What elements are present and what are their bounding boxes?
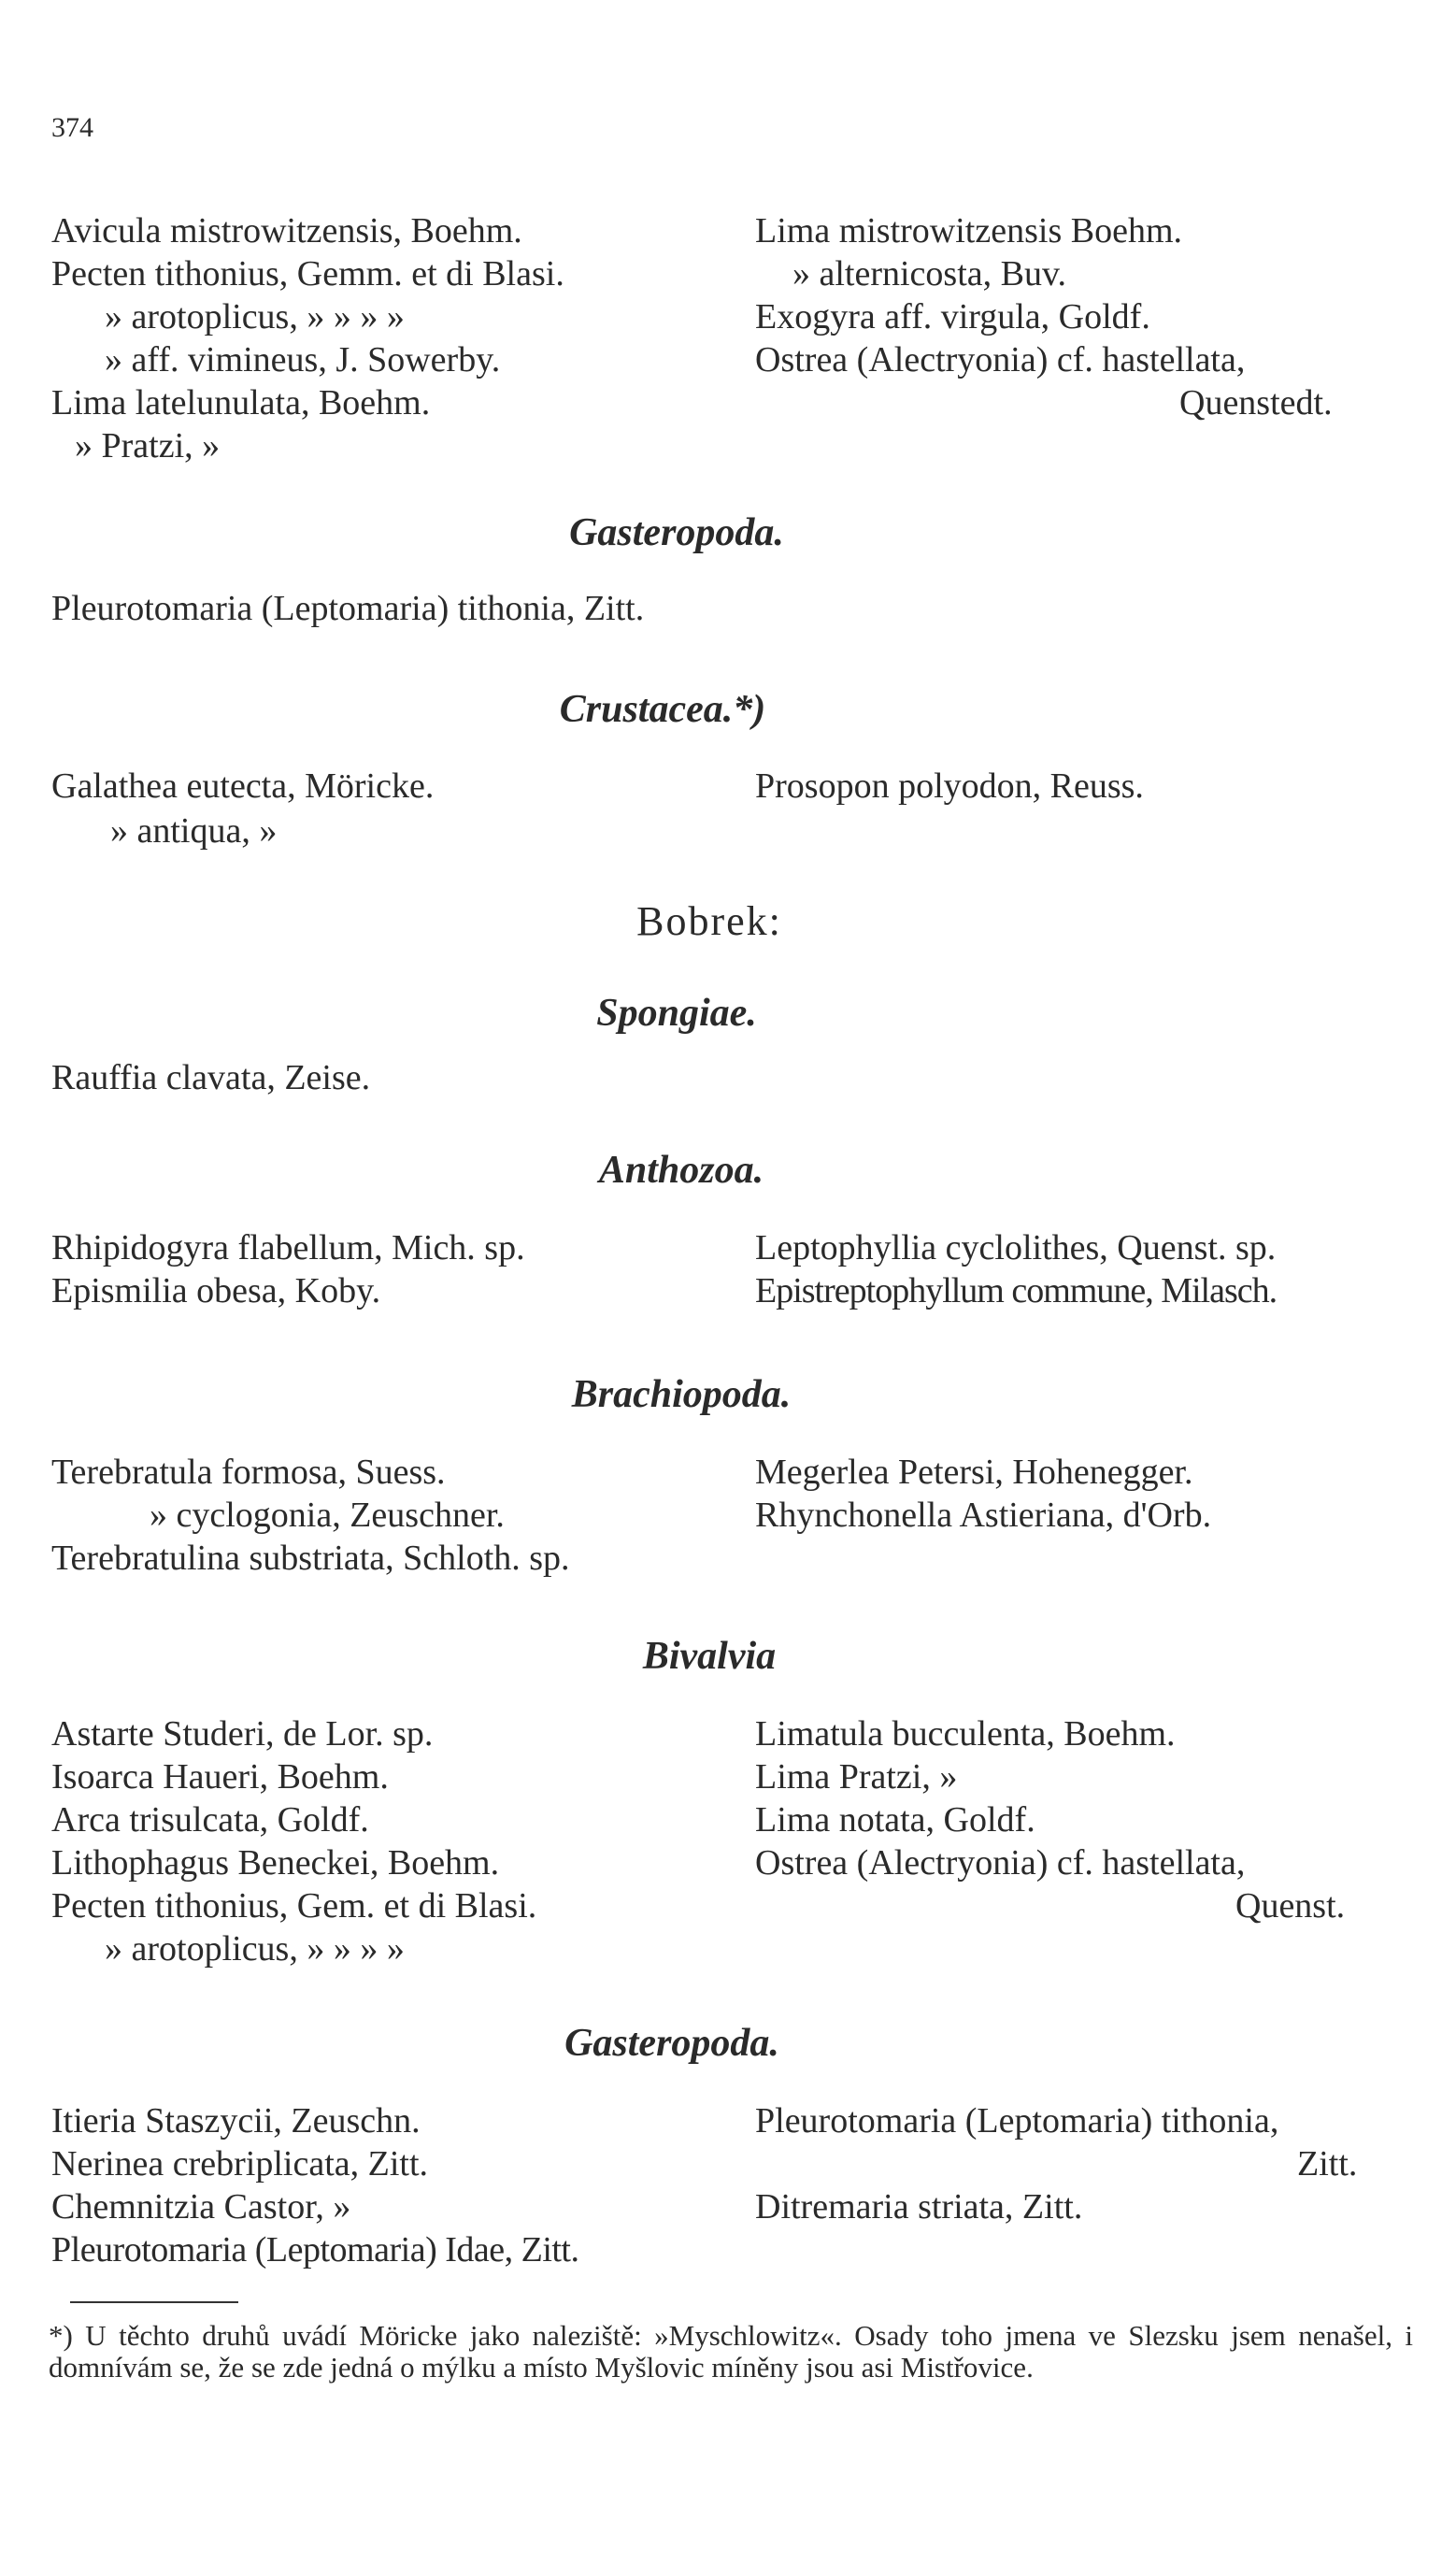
species-entry: Chemnitzia Castor, »: [51, 2187, 351, 2227]
species-entry: » cyclogonia, Zeuschner.: [150, 1496, 505, 1535]
section-heading: Gasteropoda.: [564, 2022, 779, 2065]
species-entry: Arca trisulcata, Goldf.: [51, 1800, 369, 1840]
section-heading: Bivalvia: [642, 1635, 777, 1678]
species-entry: » arotoplicus, » » » »: [105, 1929, 405, 1969]
species-entry: Lima mistrowitzensis Boehm.: [755, 211, 1183, 251]
species-entry: Pecten tithonius, Gemm. et di Blasi.: [51, 254, 564, 294]
species-entry: Pecten tithonius, Gem. et di Blasi.: [51, 1886, 537, 1926]
species-entry: » aff. vimineus, J. Sowerby.: [105, 340, 501, 379]
species-entry: Zitt.: [1297, 2144, 1358, 2184]
species-entry: Exogyra aff. virgula, Goldf.: [755, 297, 1150, 336]
species-entry: Ditremaria striata, Zitt.: [755, 2187, 1083, 2227]
species-entry: Leptophyllia cyclolithes, Quenst. sp.: [755, 1228, 1277, 1267]
species-entry: Lima latelunulata, Boehm.: [51, 383, 431, 422]
species-entry: Rhynchonella Astieriana, d'Orb.: [755, 1496, 1212, 1535]
species-entry: Galathea eutecta, Möricke.: [51, 766, 435, 806]
species-entry: Pleurotomaria (Leptomaria) tithonia,: [755, 2101, 1279, 2141]
footnote: *) U těchto druhů uvádí Möricke jako naleziště: »Myschlowitz«. Osady toho jmena ve Slezsku jsem nenašel, i domnívám se, že se zde jedná o mýlku a místo Myšlovic míněny jsou asi Mistřovice.: [49, 2319, 1413, 2384]
section-heading: Crustacea.*): [559, 688, 766, 731]
species-entry: Pleurotomaria (Leptomaria) Idae, Zitt.: [51, 2230, 579, 2269]
species-entry: Lima notata, Goldf.: [755, 1800, 1035, 1840]
location-heading: Bobrek:: [636, 898, 782, 944]
species-entry: » alternicosta, Buv.: [792, 254, 1067, 294]
species-entry: Terebratula formosa, Suess.: [51, 1453, 446, 1492]
species-entry: Ostrea (Alectryonia) cf. hastellata,: [755, 1843, 1246, 1883]
species-entry: Quenst.: [1235, 1886, 1346, 1926]
species-entry: Astarte Studeri, de Lor. sp.: [51, 1714, 434, 1754]
species-entry: Ostrea (Alectryonia) cf. hastellata,: [755, 340, 1246, 379]
species-entry: Megerlea Petersi, Hohenegger.: [755, 1453, 1193, 1492]
species-entry: Terebratulina substriata, Schloth. sp.: [51, 1539, 570, 1578]
species-entry: Prosopon polyodon, Reuss.: [755, 766, 1144, 806]
species-entry: » antiqua, »: [110, 811, 278, 851]
section-heading: Spongiae.: [596, 992, 757, 1035]
species-entry: Quenstedt.: [1179, 383, 1333, 422]
species-entry: Nerinea crebriplicata, Zitt.: [51, 2144, 429, 2184]
species-entry: Avicula mistrowitzensis, Boehm.: [51, 211, 522, 251]
species-entry: Limatula bucculenta, Boehm.: [755, 1714, 1176, 1754]
page-number: 374: [51, 112, 93, 143]
species-entry: Rauffia clavata, Zeise.: [51, 1058, 371, 1097]
species-entry: » Pratzi, »: [75, 426, 221, 465]
species-entry: Lima Pratzi, »: [755, 1757, 958, 1797]
species-entry: Itieria Staszycii, Zeuschn.: [51, 2101, 421, 2141]
species-entry: Epistreptophyllum commune, Milasch.: [755, 1271, 1278, 1310]
section-heading: Anthozoa.: [598, 1149, 764, 1192]
section-heading: Gasteropoda.: [569, 511, 784, 554]
species-entry: Epismilia obesa, Koby.: [51, 1271, 381, 1310]
species-entry: Isoarca Haueri, Boehm.: [51, 1757, 389, 1797]
section-heading: Brachiopoda.: [571, 1373, 792, 1416]
species-entry: Rhipidogyra flabellum, Mich. sp.: [51, 1228, 525, 1267]
species-entry: » arotoplicus, » » » »: [105, 297, 405, 336]
species-entry: Pleurotomaria (Leptomaria) tithonia, Zitt.: [51, 589, 645, 628]
species-entry: Lithophagus Beneckei, Boehm.: [51, 1843, 500, 1883]
footnote-rule: [70, 2301, 238, 2303]
